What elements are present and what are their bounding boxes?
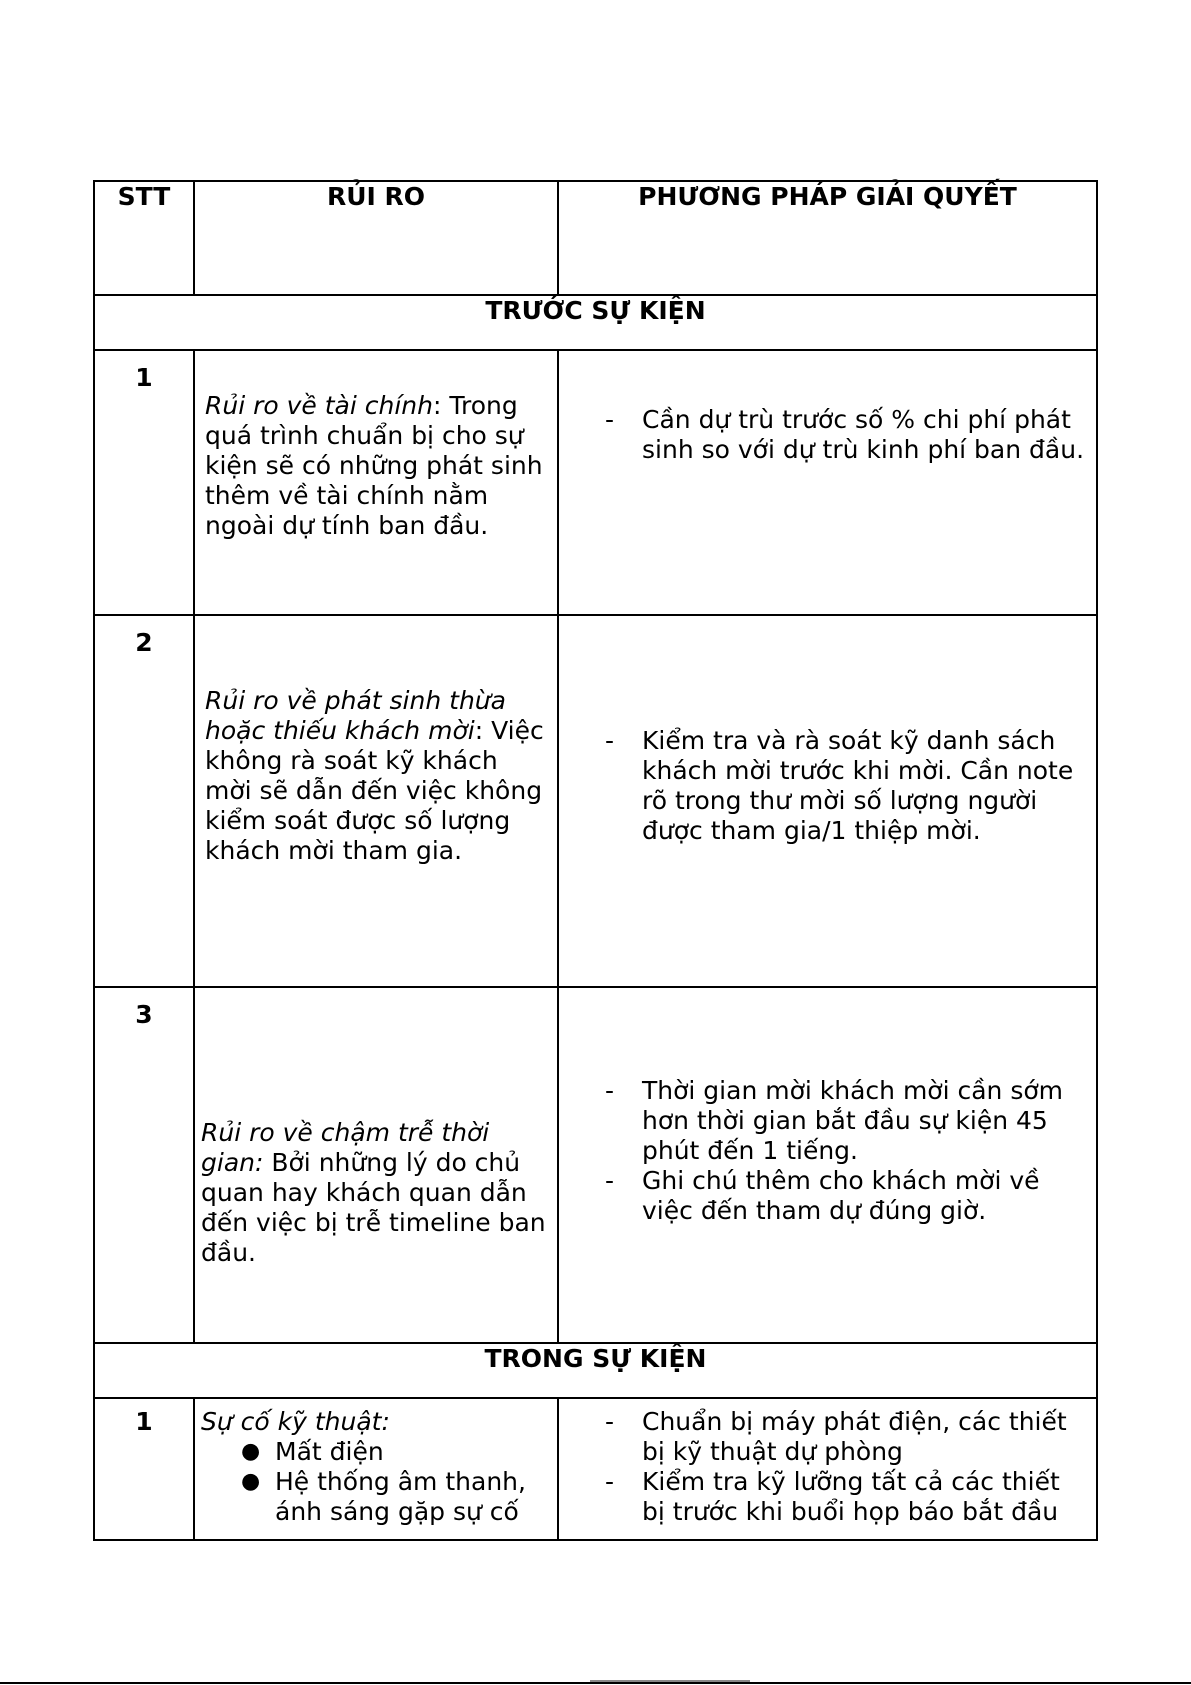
list-item — [559, 1407, 1086, 1467]
list-item — [559, 1076, 1086, 1166]
risk-cell — [194, 987, 558, 1343]
list-item — [559, 405, 1086, 465]
row-number: 3 — [94, 987, 194, 1343]
risk-text: : Trong quá trình chuẩn bị cho sự kiện sẽ có những phát sinh thêm về tài chính nằm ngoài dự tính ban đầu. — [205, 391, 543, 540]
solution-list — [559, 1399, 1086, 1527]
table-row — [94, 350, 1097, 615]
risk-title: Rủi ro về chậm trễ thời gian: — [201, 1118, 490, 1177]
bullet-mark: ● — [241, 1439, 261, 1464]
dash-mark: - — [605, 1467, 615, 1496]
table-header-row — [94, 181, 1097, 295]
bullet-mark: ● — [241, 1469, 261, 1494]
header-stt: STT — [94, 181, 194, 295]
section-row-before-event — [94, 295, 1097, 350]
section-title: TRONG SỰ KIỆN — [94, 1343, 1097, 1398]
list-item — [201, 1467, 547, 1527]
bullet-text: Mất điện — [275, 1437, 384, 1466]
solution-list — [559, 616, 1086, 846]
list-item — [559, 726, 1086, 846]
solution-text: Kiểm tra kỹ lưỡng tất cả các thiết bị trước khi buổi họp báo bắt đầu — [642, 1467, 1060, 1526]
risk-bullet-list — [201, 1437, 547, 1527]
risk-text: Bởi những lý do chủ quan hay khách quan dẫn đến việc bị trễ timeline ban đầu. — [201, 1148, 546, 1267]
header-risk: RỦI RO — [194, 181, 558, 295]
list-item — [559, 1166, 1086, 1226]
solution-text: Kiểm tra và rà soát kỹ danh sách khách mời trước khi mời. Cần note rõ trong thư mời số lượng người được tham gia/1 thiệp mời. — [642, 726, 1074, 845]
table-row — [94, 987, 1097, 1343]
risk-cell — [194, 1398, 558, 1540]
risk-table — [93, 180, 1098, 1541]
solution-cell — [558, 615, 1097, 987]
risk-description — [201, 988, 547, 1268]
section-title: TRƯỚC SỰ KIỆN — [94, 295, 1097, 350]
dash-mark: - — [605, 1407, 615, 1436]
header-solution: PHƯƠNG PHÁP GIẢI QUYẾT — [558, 181, 1097, 295]
row-number: 2 — [94, 615, 194, 987]
solution-text: Chuẩn bị máy phát điện, các thiết bị kỹ thuật dự phòng — [642, 1407, 1067, 1466]
page-bottom-rule-segment — [590, 1680, 750, 1682]
risk-title: Sự cố kỹ thuật: — [201, 1407, 390, 1436]
row-number: 1 — [94, 1398, 194, 1540]
dash-mark: - — [605, 1166, 615, 1195]
bullet-text: Hệ thống âm thanh, ánh sáng gặp sự cố — [275, 1467, 526, 1526]
solution-list — [559, 351, 1086, 465]
risk-text: : Việc không rà soát kỹ khách mời sẽ dẫn đến việc không kiểm soát được số lượng khách mời tham gia. — [205, 716, 544, 865]
solution-text: Ghi chú thêm cho khách mời về việc đến tham dự đúng giờ. — [642, 1166, 1040, 1225]
page-bottom-rule — [0, 1682, 1191, 1684]
list-item — [559, 1467, 1086, 1527]
solution-text: Thời gian mời khách mời cần sớm hơn thời gian bắt đầu sự kiện 45 phút đến 1 tiếng. — [642, 1076, 1064, 1165]
risk-title: Rủi ro về phát sinh thừa hoặc thiếu khách mời — [205, 686, 506, 745]
risk-description — [205, 351, 547, 541]
row-number: 1 — [94, 350, 194, 615]
risk-description — [201, 1399, 547, 1527]
table-row — [94, 615, 1097, 987]
risk-cell — [194, 615, 558, 987]
solution-text: Cần dự trù trước số % chi phí phát sinh so với dự trù kinh phí ban đầu. — [642, 405, 1085, 464]
solution-cell — [558, 350, 1097, 615]
list-item — [201, 1437, 547, 1467]
dash-mark: - — [605, 1076, 615, 1105]
solution-cell — [558, 987, 1097, 1343]
risk-cell — [194, 350, 558, 615]
risk-description — [205, 616, 547, 866]
solution-cell — [558, 1398, 1097, 1540]
dash-mark: - — [605, 405, 615, 434]
table-row — [94, 1398, 1097, 1540]
dash-mark: - — [605, 726, 615, 755]
section-row-during-event — [94, 1343, 1097, 1398]
risk-title: Rủi ro về tài chính — [205, 391, 433, 420]
solution-list — [559, 988, 1086, 1226]
